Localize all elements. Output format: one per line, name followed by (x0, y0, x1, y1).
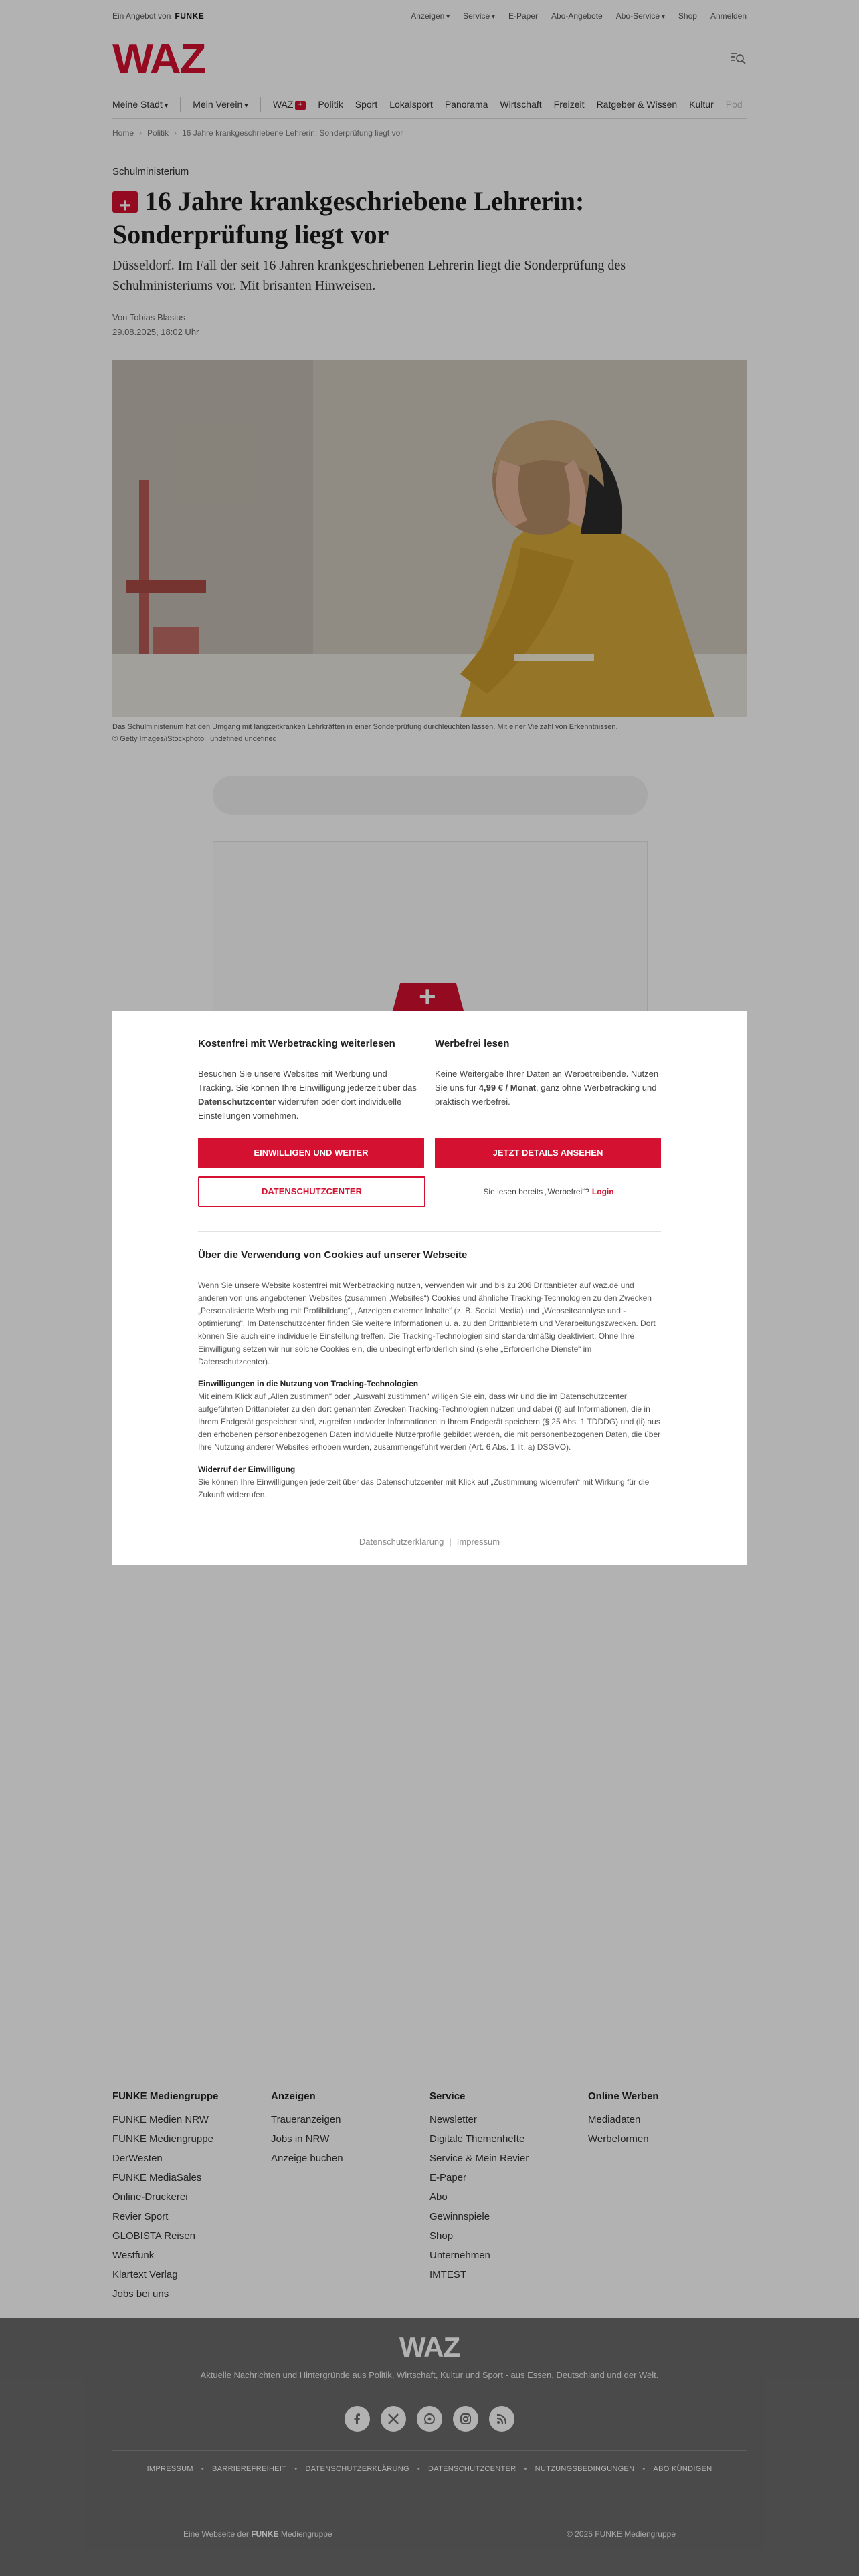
nav-my-city[interactable]: Meine Stadt ▾ (112, 99, 168, 110)
footer-link[interactable]: FUNKE Mediengruppe (112, 2133, 213, 2145)
breadcrumb-separator: › (174, 128, 177, 138)
footer-link[interactable]: Traueranzeigen (271, 2114, 341, 2125)
adfree-login (436, 1176, 661, 1207)
footer-link[interactable]: Shop (430, 2230, 454, 2242)
tracking-text-2: widerrufen oder dort individuelle Einstellungen vornehmen. (198, 1097, 402, 1121)
privacy-center-link[interactable]: Datenschutzcenter (198, 1097, 276, 1107)
footer-link[interactable]: Revier Sport (112, 2211, 169, 2222)
footer-col-title: Anzeigen (271, 2090, 316, 2102)
cookie-consent-dialog (112, 1011, 747, 1565)
footer-link[interactable]: Westfunk (112, 2250, 155, 2261)
tracking-option (198, 1038, 424, 1123)
legal-separator: • (642, 2465, 646, 2473)
cookie-info-paragraph: Wenn Sie unsere Website kostenfrei mit Werbetracking nutzen, verwenden wir und bis zu 206 Drittanbieter auf waz.de und anderen von uns angebotenen Websites (zusammen „Websites“) Cookies und ähnliche Tracking-Technologien zu den Zwecken „Personalisierte Werbung mit Profilbildung“, „Anzeigen externer Inhalte“ (z. B. Social Media) und „Webseiteanalyse und -optimierung“. Im Datenschutzcenter finden Sie weitere Informationen u. a. zu den Drittanbietern und Verarbeitungszwecken. Dort können Sie auch eine individuelle Einstellung treffen. Die Tracking-Technologien sind standardmäßig deaktiviert. Ohne Ihre Einwilligung setzen wir nur solche Cookies ein, die unbedingt erforderlich sind (siehe „Erforderliche Dienste“ im Datenschutzcenter). (198, 1281, 656, 1366)
nav-item-lokalsport[interactable]: Lokalsport (389, 99, 433, 110)
tracking-option-title: Kostenfrei mit Werbetracking weiterlesen (198, 1038, 395, 1049)
adfree-text-2: , ganz ohne Werbetracking und praktisch werbefrei. (435, 1083, 657, 1107)
utility-link-abo-service[interactable]: Abo-Service ▾ (616, 11, 665, 21)
breadcrumb-home[interactable]: Home (112, 128, 134, 138)
nav-item-label: WAZ (272, 99, 294, 110)
utility-link-anzeigen[interactable]: Anzeigen ▾ (411, 11, 450, 21)
nav-item-politik[interactable]: Politik (318, 99, 343, 110)
footer-link[interactable]: Newsletter (430, 2114, 477, 2125)
footer-col-title: FUNKE Mediengruppe (112, 2090, 219, 2102)
footer-link[interactable]: FUNKE MediaSales (112, 2172, 202, 2183)
legal-link-impressum[interactable]: IMPRESSUM (147, 2465, 193, 2473)
consent-divider (198, 1231, 661, 1232)
login-link[interactable]: Anmelden (710, 11, 747, 21)
footer-link[interactable]: Jobs in NRW (271, 2133, 330, 2145)
legal-link-barrierefreiheit[interactable]: BARRIEREFREIHEIT (212, 2465, 287, 2473)
consent-usage-title: Einwilligungen in die Nutzung von Tracking-Technologien (198, 1379, 419, 1388)
publish-date: 29.08.2025, 18:02 Uhr (112, 327, 199, 337)
utility-link-service[interactable]: Service ▾ (463, 11, 495, 21)
website-brand[interactable]: FUNKE (251, 2529, 279, 2539)
teaser-location: Düsseldorf. (112, 258, 175, 273)
website-prefix: Eine Webseite der (183, 2529, 249, 2539)
author[interactable]: Von Tobias Blasius (112, 312, 185, 322)
utility-link-abo-angebote[interactable]: Abo-Angebote (551, 11, 603, 21)
legal-link-datenschutzcenter[interactable]: DATENSCHUTZCENTER (428, 2465, 516, 2473)
legal-separator: • (201, 2465, 205, 2473)
funke-logo[interactable]: FUNKE (175, 11, 205, 21)
footer-link[interactable]: GLOBISTA Reisen (112, 2230, 195, 2242)
website-suffix: Mediengruppe (280, 2529, 332, 2539)
legal-link-nutzungsbedingungen[interactable]: NUTZUNGSBEDINGUNGEN (535, 2465, 635, 2473)
nav-my-club[interactable]: Mein Verein ▾ (193, 99, 248, 110)
consent-footer-links (112, 1537, 747, 1547)
legal-separator: • (524, 2465, 527, 2473)
adfree-option-title: Werbefrei lesen (435, 1038, 510, 1049)
footer-link[interactable]: Gewinnspiele (430, 2211, 490, 2222)
footer-link[interactable]: IMTEST (430, 2269, 466, 2280)
breadcrumb-politik[interactable]: Politik (147, 128, 169, 138)
consent-usage-text: Mit einem Klick auf „Allen zustimmen“ oder „Auswahl zustimmen“ willigen Sie ein, dass wir und die im Datenschutzcenter aufgeführten Drittanbieter zu den dort genannten Zwecken Tracking-Technologien nutzen und dabei (i) auf Informationen, die in Ihrem Endgerät gespeichert sind, zugreifen und/oder Informationen in Ihrem Endgerät speichern (§ 25 Abs. 1 TDDDG) und (ii) aus den erhobenen personenbezogenen Daten individuelle Nutzerprofile gebildet werden, die mit personenbezogenen Daten, die über Ihre Nutzung anderer Websites erhoben wurden, zusammengeführt werden (Art. 6 Abs. 1 lit. a) DSGVO). (198, 1392, 661, 1452)
consent-usage-section (198, 1378, 661, 1454)
tracking-text-1: Besuchen Sie unsere Websites mit Werbung und Tracking. Sie können Ihre Einwilligung jederzeit über das (198, 1069, 417, 1093)
legal-link-abo-kuendigen[interactable]: ABO KÜNDIGEN (653, 2465, 712, 2473)
footer-link[interactable]: E-Paper (430, 2172, 467, 2183)
legal-link-datenschutzerklaerung[interactable]: DATENSCHUTZERKLÄRUNG (305, 2465, 409, 2473)
revocation-section (198, 1463, 661, 1501)
revocation-title: Widerruf der Einwilligung (198, 1465, 296, 1474)
privacy-policy-link[interactable]: Datenschutzerklärung (359, 1537, 444, 1547)
nav-item-freizeit[interactable]: Freizeit (553, 99, 585, 110)
footer-col-title: Online Werben (588, 2090, 659, 2102)
accept-button[interactable]: EINWILLIGEN UND WEITER (198, 1138, 424, 1168)
imprint-link[interactable]: Impressum (456, 1537, 500, 1547)
details-button[interactable]: JETZT DETAILS ANSEHEN (435, 1138, 661, 1168)
footer-col-title: Service (430, 2090, 466, 2102)
nav-item-wirtschaft[interactable]: Wirtschaft (500, 99, 542, 110)
footer-tagline: Aktuelle Nachrichten und Hintergründe aus Politik, Wirtschaft, Kultur und Sport - aus Essen, Deutschland und der Welt. (200, 2370, 659, 2380)
copyright: © 2025 FUNKE Mediengruppe (567, 2529, 676, 2539)
footer-link[interactable]: FUNKE Medien NRW (112, 2114, 209, 2125)
headline-text: 16 Jahre krankgeschriebene Lehrerin: Sonderprüfung liegt vor (112, 186, 585, 249)
footer-link[interactable]: Online-Druckerei (112, 2191, 188, 2203)
adfree-option-text (435, 1067, 661, 1109)
teaser-text: Im Fall der seit 16 Jahren krankgeschriebenen Lehrerin liegt die Sonderprüfung des Schulministeriums vor. Mit brisanten Hinweisen. (112, 258, 626, 293)
footer-link[interactable]: Anzeige buchen (271, 2153, 343, 2164)
caption-text: Das Schulministerium hat den Umgang mit langzeitkranken Lehrkräften in einer Sonderprüfung durchleuchten lassen. Mit einer Vielzahl von Erkenntnissen. (112, 723, 618, 731)
footer-link[interactable]: Service & Mein Revier (430, 2153, 529, 2164)
nav-item-sport[interactable]: Sport (355, 99, 378, 110)
cookie-info-body (198, 1279, 661, 1501)
cookie-info-title: Über die Verwendung von Cookies auf unserer Webseite (198, 1249, 468, 1261)
breadcrumb-separator: › (139, 128, 142, 138)
footer-link[interactable]: Werbeformen (588, 2133, 649, 2145)
link-separator: | (449, 1537, 452, 1547)
footer-logo[interactable]: WAZ (399, 2331, 460, 2363)
nav-item-ratgeber[interactable]: Ratgeber & Wissen (596, 99, 678, 110)
login-link[interactable]: Login (591, 1187, 614, 1196)
article-kicker: Schulministerium (112, 166, 189, 177)
footer-link[interactable]: Abo (430, 2191, 448, 2203)
nav-item-pod[interactable]: Pod (725, 99, 743, 110)
image-credit: © Getty Images/iStockphoto | undefined undefined (112, 735, 277, 743)
adfree-option (435, 1038, 661, 1123)
waz-logo[interactable]: WAZ (112, 36, 205, 82)
already-reader-text: Sie lesen bereits „Werbefrei“? (483, 1187, 589, 1196)
utility-link-epaper[interactable]: E-Paper (508, 11, 538, 21)
footer-link[interactable]: DerWesten (112, 2153, 163, 2164)
footer-link[interactable]: Unternehmen (430, 2250, 490, 2261)
tracking-option-text (198, 1067, 424, 1123)
adfree-price: 4,99 € / Monat (478, 1083, 537, 1093)
privacy-center-button[interactable]: DATENSCHUTZCENTER (198, 1176, 425, 1207)
footer-link[interactable]: Digitale Themenhefte (430, 2133, 525, 2145)
legal-separator: • (294, 2465, 298, 2473)
footer-link[interactable]: Jobs bei uns (112, 2288, 169, 2300)
nav-item-panorama[interactable]: Panorama (444, 99, 488, 110)
nav-item-kultur[interactable]: Kultur (689, 99, 714, 110)
legal-separator: • (417, 2465, 421, 2473)
adfree-text-1: Keine Weitergabe Ihrer Daten an Werbetreibende. Nutzen Sie uns für (435, 1069, 659, 1093)
offer-prefix: Ein Angebot von (112, 11, 171, 21)
footer-link[interactable]: Mediadaten (588, 2114, 641, 2125)
breadcrumb-current: 16 Jahre krankgeschriebene Lehrerin: Sonderprüfung liegt vor (182, 128, 403, 138)
utility-link-shop[interactable]: Shop (678, 11, 697, 21)
revocation-text: Sie können Ihre Einwilligungen jederzeit über das Datenschutzcenter mit Klick auf „Zustimmung widerrufen“ mit Wirkung für die Zukunft widerrufen. (198, 1477, 650, 1499)
footer-link[interactable]: Klartext Verlag (112, 2269, 178, 2280)
